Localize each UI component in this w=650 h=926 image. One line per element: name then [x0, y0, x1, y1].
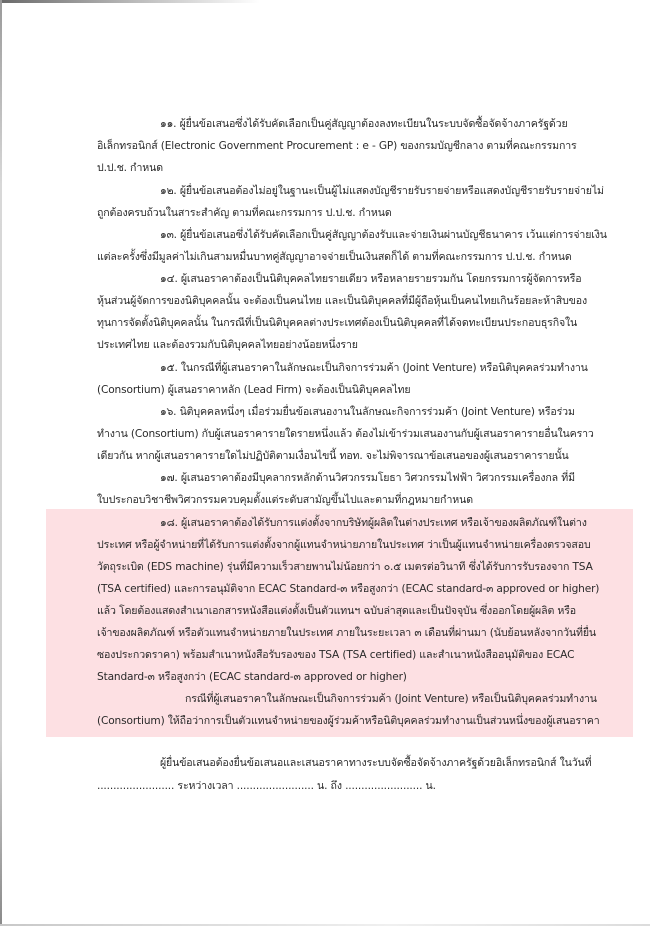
submission-instruction-line-1: ผู้ยื่นข้อเสนอต้องยื่นข้อเสนอและเสนอราคาทางระบบจัดซื้อจัดจ้างภาครัฐด้วยอิเล็กทรอนิกส์ ในวันที่ [160, 757, 592, 769]
clause-16-line-3: เดียวกัน หากผู้เสนอราคารายใดไม่ปฏิบัติตามเงื่อนไขนี้ ทอท. จะไม่พิจารณาข้อเสนอของผู้เสนอราคารายนั้น [97, 450, 569, 462]
scan-edge-top [0, 0, 260, 3]
clause-18-line-7: ซองประกวดราคา) พร้อมสำเนาหนังสือรับรองของ TSA (TSA certified) และสำเนาหนังสืออนุมัติของ ECAC [97, 649, 575, 661]
clause-18-jv-line-1: กรณีที่ผู้เสนอราคาในลักษณะเป็นกิจการร่วมค้า (Joint Venture) หรือเป็นนิติบุคคลร่วมทำงาน [185, 693, 597, 705]
clause-12-line-2: ถูกต้องครบถ้วนในสาระสำคัญ ตามที่คณะกรรมการ ป.ป.ช. กำหนด [97, 207, 392, 219]
clause-16-line-2: ทำงาน (Consortium) กับผู้เสนอราคารายใดรายหนึ่งแล้ว ต้องไม่เข้าร่วมเสนองานกับผู้เสนอราคารายอื่นในคราว [97, 428, 594, 440]
clause-18-line-2: ประเทศ หรือผู้จำหน่ายที่ได้รับการแต่งตั้งจากผู้แทนจำหน่ายภายในประเทศ ว่าเป็นผู้แทนจำหน่ายเครื่องตรวจสอบ [97, 539, 591, 551]
clause-12-line-1: ๑๒. ผู้ยื่นข้อเสนอต้องไม่อยู่ในฐานะเป็นผู้ไม่แสดงบัญชีรายรับรายจ่ายหรือแสดงบัญชีรายรับรายจ่ายไม่ [160, 185, 604, 197]
clause-18-jv-line-2: (Consortium) ให้ถือว่าการเป็นตัวแทนจำหน่ายของผู้ร่วมค้าหรือนิติบุคคลร่วมทำงานเป็นส่วนหนึ่งของผู้เสนอราคา [97, 715, 600, 727]
clause-17-line-2: ใบประกอบวิชาชีพวิศวกรรมควบคุมตั้งแต่ระดับสามัญขึ้นไปและตามที่กฎหมายกำหนด [97, 494, 473, 506]
clause-18-line-3: วัตถุระเบิด (EDS machine) รุ่นที่มีความเร็วสายพานไม่น้อยกว่า ๐.๕ เมตรต่อวินาที ซึ่งได้รับการรับรองจาก TSA [97, 561, 593, 573]
clause-15-line-2: (Consortium) ผู้เสนอราคาหลัก (Lead Firm) จะต้องเป็นนิติบุคคลไทย [97, 384, 411, 396]
clause-14-line-1: ๑๔. ผู้เสนอราคาต้องเป็นนิติบุคคลไทยรายเดียว หรือหลายรายรวมกัน โดยกรรมการผู้จัดการหรือ [160, 273, 582, 285]
clause-14-line-4: ประเทศไทย และต้องรวมกับนิติบุคคลไทยอย่างน้อยหนึ่งราย [97, 339, 358, 351]
clause-13-line-2: แต่ละครั้งซึ่งมีมูลค่าไม่เกินสามหมื่นบาทคู่สัญญาอาจจ่ายเป็นเงินสดก็ได้ ตามที่คณะกรรมการ ป.ป.ช. กำหนด [97, 251, 572, 263]
scan-edge-left [0, 0, 2, 926]
clause-18-line-4: (TSA certified) และการอนุมัติจาก ECAC Standard-๓ หรือสูงกว่า (ECAC standard-๓ approved or higher) [97, 583, 600, 595]
clause-18-line-6: เจ้าของผลิตภัณฑ์ หรือตัวแทนจำหน่ายภายในประเทศ ภายในระยะเวลา ๓ เดือนที่ผ่านมา (นับย้อนหลังจากวันที่ยื่น [97, 627, 596, 639]
clause-11-line-3: ป.ป.ช. กำหนด [97, 162, 163, 174]
clause-18-line-8: Standard-๓ หรือสูงกว่า (ECAC standard-๓ approved or higher) [97, 671, 407, 683]
clause-11-line-1: ๑๑. ผู้ยื่นข้อเสนอซึ่งได้รับคัดเลือกเป็นคู่สัญญาต้องลงทะเบียนในระบบจัดซื้อจัดจ้างภาครัฐด้วย [160, 118, 568, 130]
clause-14-line-3: ทุนการจัดตั้งนิติบุคคลนั้น ในกรณีที่เป็นนิติบุคคลต่างประเทศต้องเป็นนิติบุคคลที่ได้จดทะเบียนประกอบธุรกิจใน [97, 317, 578, 329]
clause-18-line-5: แล้ว โดยต้องแสดงสำเนาเอกสารหนังสือแต่งตั้งเป็นตัวแทนฯ ฉบับล่าสุดและเป็นปัจจุบัน ซึ่งออกโดยผู้ผลิต หรือ [97, 605, 576, 617]
submission-time-blanks-line: ........................ ระหว่างเวลา ........................ น. ถึง ........................ น. [97, 780, 436, 792]
clause-11-line-2: อิเล็กทรอนิกส์ (Electronic Government Procurement : e - GP) ของกรมบัญชีกลาง ตามที่คณะกรรมการ [97, 140, 577, 152]
clause-14-line-2: หุ้นส่วนผู้จัดการของนิติบุคคลนั้น จะต้องเป็นคนไทย และเป็นนิติบุคคลที่มีผู้ถือหุ้นเป็นคนไทยเกินร้อยละห้าสิบของ [97, 295, 587, 307]
clause-16-line-1: ๑๖. นิติบุคคลหนึ่งๆ เมื่อร่วมยื่นข้อเสนองานในลักษณะกิจการร่วมค้า (Joint Venture) หรือร่วม [160, 406, 575, 418]
clause-15-line-1: ๑๕. ในกรณีที่ผู้เสนอราคาในลักษณะเป็นกิจการร่วมค้า (Joint Venture) หรือนิติบุคคลร่วมทำงาน [160, 362, 588, 374]
clause-18-line-1: ๑๘. ผู้เสนอราคาต้องได้รับการแต่งตั้งจากบริษัทผู้ผลิตในต่างประเทศ หรือเจ้าของผลิตภัณฑ์ในต่าง [160, 517, 587, 529]
clause-17-line-1: ๑๗. ผู้เสนอราคาต้องมีบุคลากรหลักด้านวิศวกรรมโยธา วิศวกรรมไฟฟ้า วิศวกรรมเครื่องกล ที่มี [160, 472, 575, 484]
clause-13-line-1: ๑๓. ผู้ยื่นข้อเสนอซึ่งได้รับคัดเลือกเป็นคู่สัญญาต้องรับและจ่ายเงินผ่านบัญชีธนาคาร เว้นแต่การจ่ายเงิน [160, 229, 607, 241]
